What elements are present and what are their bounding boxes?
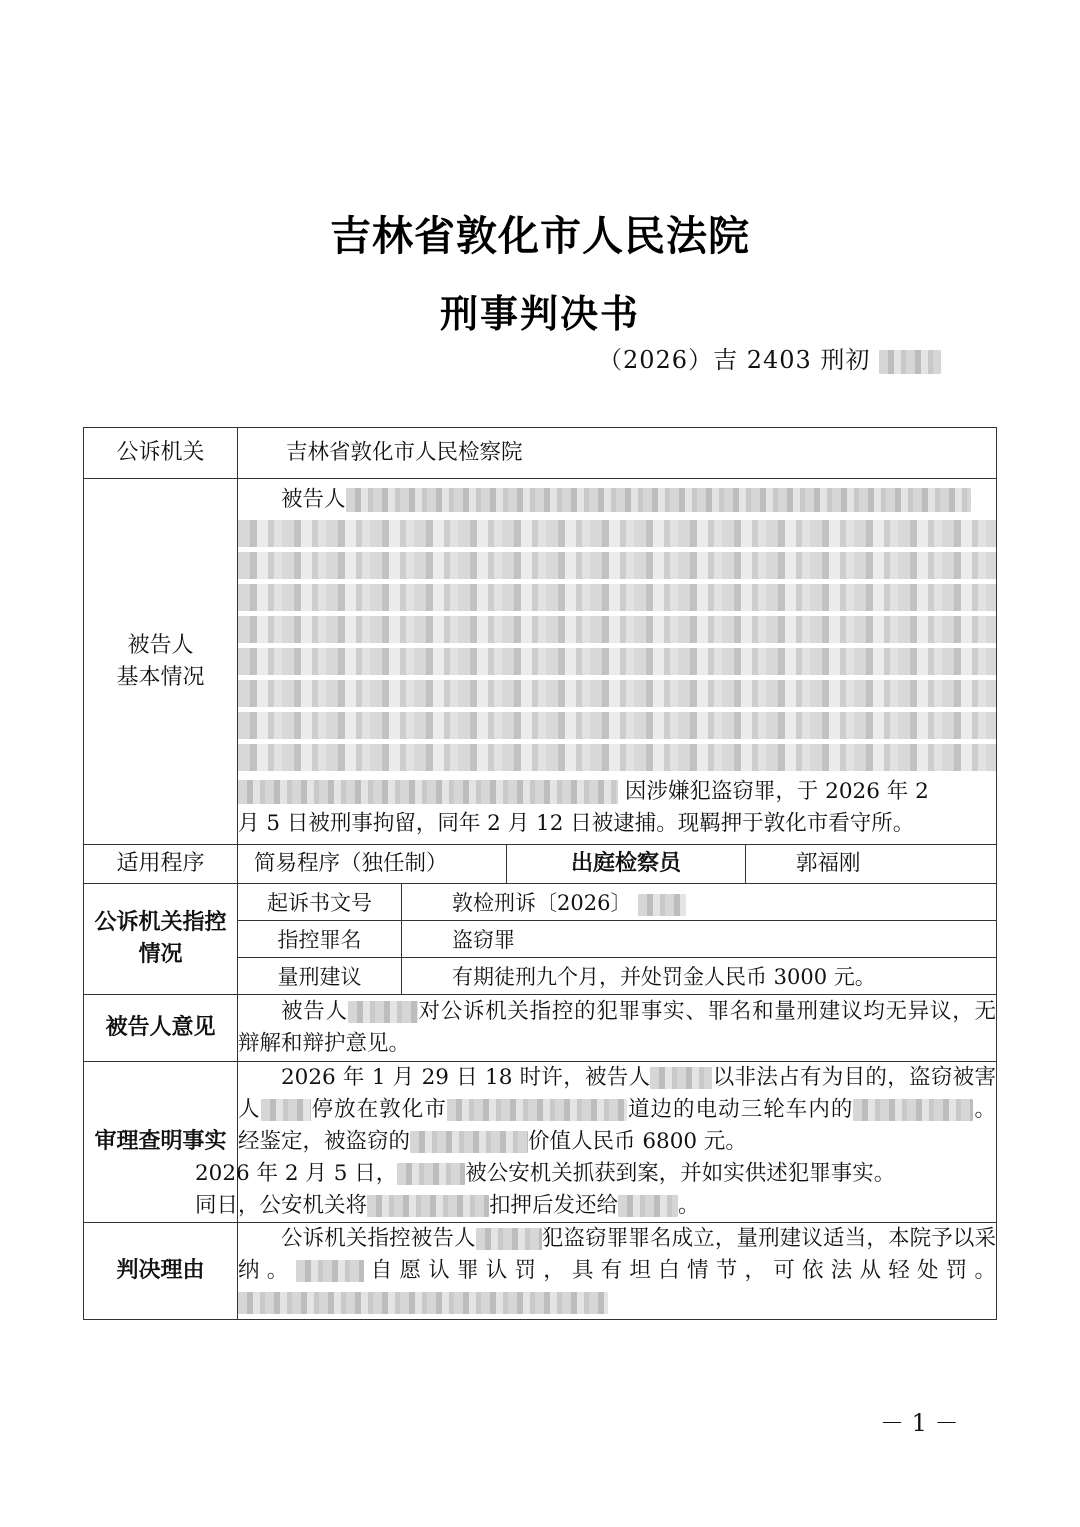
charge-label-line2: 情况 (138, 942, 183, 967)
facts-text: 同日，公安机关将 (195, 1193, 368, 1218)
redacted-block (618, 1195, 678, 1217)
facts-text: 。 (678, 1193, 700, 1218)
prosecutor-label: 公诉机关 (84, 428, 238, 479)
reason-text: 公诉机关指控被告人 (281, 1226, 476, 1251)
redacted-block (638, 894, 686, 916)
detention-line (238, 776, 996, 808)
defendant-info-label-line1: 被告人 (127, 632, 194, 658)
reason-label: 判决理由 (84, 1223, 238, 1320)
redacted-block (238, 616, 996, 643)
redacted-block (238, 712, 996, 739)
charge-details (238, 884, 997, 995)
redacted-block (348, 1001, 418, 1023)
charge-row-value (402, 884, 997, 921)
redacted-block (238, 680, 996, 707)
redacted-block (397, 1163, 465, 1185)
facts-text: 2026 年 2 月 5 日， (195, 1161, 398, 1186)
redacted-block (879, 350, 941, 374)
charge-label (84, 884, 238, 995)
redacted-block (476, 1228, 542, 1250)
facts-content (195, 1062, 997, 1223)
charge-label-line1: 公诉机关指控 (94, 910, 227, 935)
charge-row-key: 量刑建议 (238, 958, 402, 995)
charge-row-key: 指控罪名 (238, 921, 402, 958)
procedure-value: 简易程序（独任制） (238, 845, 507, 884)
defendant-info-label-line2: 基本情况 (116, 664, 205, 690)
redacted-block (238, 552, 996, 579)
case-number (598, 340, 941, 375)
charge-row (238, 884, 996, 921)
defendant-info-label (84, 479, 238, 845)
defendant-info-content (238, 479, 997, 845)
defendant-intro: 被告人 (281, 486, 346, 512)
reason-content (238, 1223, 997, 1320)
facts-text: 扣押后发还给 (489, 1193, 619, 1218)
opinion-content (238, 995, 997, 1062)
facts-text: 道边的电动三轮车内的 (626, 1097, 854, 1122)
charge-row-key: 起诉书文号 (238, 884, 402, 921)
opinion-label: 被告人意见 (84, 995, 238, 1062)
indictment-number: 敦检刑诉〔2026〕 (452, 891, 632, 915)
charge-inner-table (238, 884, 996, 994)
case-number-text: （2026）吉 2403 刑初 (598, 346, 871, 374)
redacted-block (238, 744, 996, 771)
facts-text: 以非法占有为目的，盗窃被害人 (238, 1065, 996, 1122)
redacted-block (650, 1067, 712, 1089)
facts-label: 审理查明事实 (84, 1062, 238, 1223)
trial-prosecutor-label: 出庭检察员 (507, 845, 746, 884)
opinion-text-1: 被告人 (281, 999, 348, 1024)
prosecutor-name: 吉林省敦化市人民检察院 (286, 440, 523, 465)
facts-text: 停放在敦化市 (310, 1097, 447, 1122)
court-title: 吉林省敦化市人民法院 (330, 212, 750, 260)
page-number: － 1 － (880, 1409, 959, 1437)
redacted-block (238, 648, 996, 675)
redacted-block (238, 1292, 608, 1314)
redacted-block (296, 1260, 364, 1282)
facts-text: 价值人民币 6800 元。 (528, 1129, 747, 1154)
document-type-title: 刑事判决书 (439, 292, 640, 336)
redacted-block (853, 1099, 973, 1121)
prosecutor-value (238, 428, 997, 479)
charge-row-value: 有期徒刑九个月，并处罚金人民币 3000 元。 (402, 958, 997, 995)
redacted-block (238, 520, 996, 547)
redacted-block (447, 1099, 627, 1121)
detention-text-1: 因涉嫌犯盗窃罪，于 2026 年 2 (624, 778, 929, 804)
procedure-label: 适用程序 (84, 845, 238, 884)
reason-text: 自愿认罪认罚，具有坦白情节，可依法从轻处罚。 (363, 1258, 996, 1283)
redacted-block (367, 1195, 489, 1217)
facts-text: 被公安机关抓获到案，并如实供述犯罪事实。 (465, 1161, 896, 1186)
redacted-block (410, 1131, 528, 1153)
redacted-block (261, 1099, 311, 1121)
opinion-text-2: 对公诉机关指控的犯罪事实、罪名和量刑建议均无异议，无辩解和辩护意见。 (238, 999, 996, 1056)
facts-text: 。经鉴定，被盗窃的 (238, 1097, 996, 1154)
detention-text-2: 月 5 日被刑事拘留，同年 2 月 12 日被逮捕。现羁押于敦化市看守所。 (238, 810, 915, 836)
charge-row (238, 921, 996, 958)
charge-row (238, 958, 996, 995)
reason-text: 犯盗窃罪罪名成立，量刑建议适当，本院予以采纳。 (238, 1226, 996, 1283)
redacted-block (346, 488, 971, 512)
defendant-info-first-line (238, 484, 996, 516)
charge-row-value: 盗窃罪 (402, 921, 997, 958)
facts-text: 2026 年 1 月 29 日 18 时许，被告人 (281, 1065, 651, 1090)
redacted-block (238, 584, 996, 611)
redacted-block (238, 780, 618, 804)
trial-prosecutor-name: 郭福刚 (746, 845, 997, 884)
judgment-table (83, 427, 997, 1320)
